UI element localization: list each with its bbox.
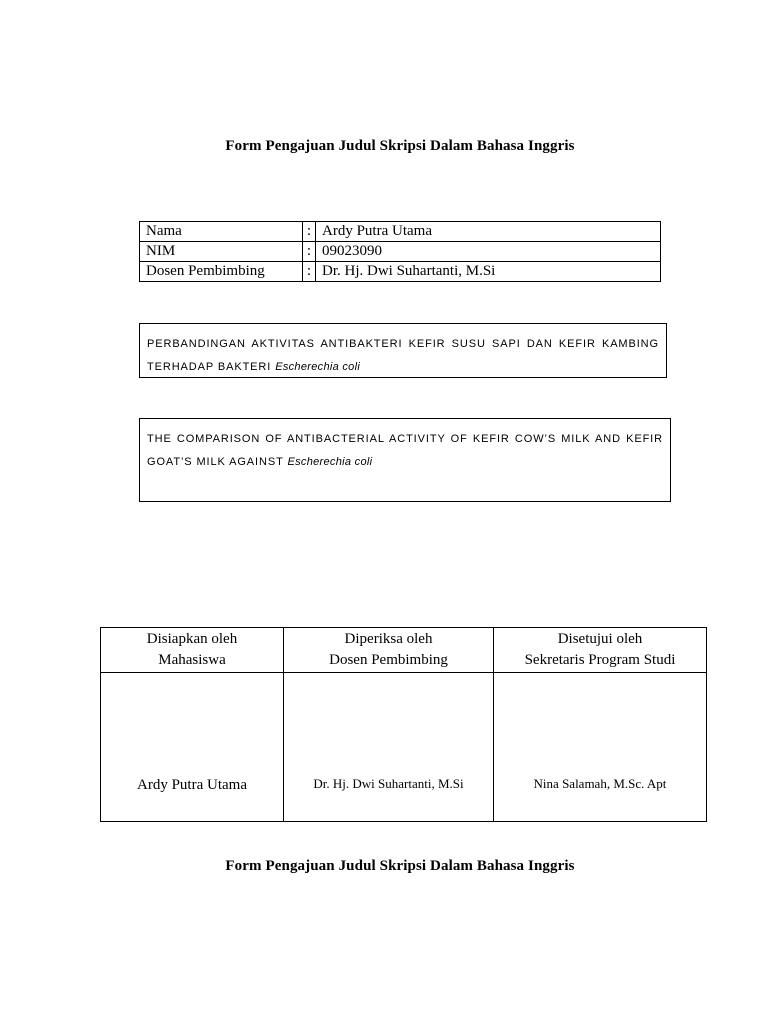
approved-by-label: Disetujui oleh <box>557 631 643 647</box>
prepared-by-header <box>101 628 284 673</box>
english-title-text: THE COMPARISON OF ANTIBACTERIAL ACTIVITY OF KEFIR COW’S MILK AND KEFIR GOAT’S MILK AGAINST <box>147 433 663 468</box>
name-label: Nama <box>140 222 303 242</box>
nim-value: 09023090 <box>316 242 661 262</box>
english-title-box <box>139 418 671 502</box>
advisor-signature-cell <box>284 673 494 822</box>
secretary-signature-name: Nina Salamah, M.Sc. Apt <box>533 776 667 791</box>
table-row <box>101 673 707 822</box>
indonesian-title-box <box>139 323 667 378</box>
footer-form-title: Form Pengajuan Judul Skripsi Dalam Bahasa Inggris <box>225 858 575 874</box>
english-title-species: Escherechia coli <box>287 456 373 468</box>
approved-by-role: Sekretaris Program Studi <box>524 652 676 668</box>
colon-separator: : <box>303 262 316 282</box>
student-identity-table <box>139 221 661 282</box>
student-signature-name: Ardy Putra Utama <box>137 777 247 793</box>
checked-by-label: Diperiksa oleh <box>344 631 433 647</box>
indonesian-title-species: Escherechia coli <box>275 361 361 373</box>
table-row <box>140 242 661 262</box>
name-value: Ardy Putra Utama <box>316 222 661 242</box>
advisor-label: Dosen Pembimbing <box>140 262 303 282</box>
prepared-by-label: Disiapkan oleh <box>146 631 238 647</box>
form-title: Form Pengajuan Judul Skripsi Dalam Bahasa Inggris <box>225 138 575 154</box>
checked-by-header <box>284 628 494 673</box>
approval-signature-table <box>100 627 707 822</box>
table-row <box>140 262 661 282</box>
table-row <box>101 628 707 673</box>
student-signature-cell <box>101 673 284 822</box>
indonesian-title-text: PERBANDINGAN AKTIVITAS ANTIBAKTERI KEFIR SUSU SAPI DAN KEFIR KAMBING TERHADAP BAKTERI <box>147 338 659 373</box>
advisor-signature-name: Dr. Hj. Dwi Suhartanti, M.Si <box>313 776 464 791</box>
approved-by-header <box>494 628 707 673</box>
colon-separator: : <box>303 222 316 242</box>
table-row <box>140 222 661 242</box>
advisor-value: Dr. Hj. Dwi Suhartanti, M.Si <box>316 262 661 282</box>
checked-by-role: Dosen Pembimbing <box>329 652 448 668</box>
colon-separator: : <box>303 242 316 262</box>
secretary-signature-cell <box>494 673 707 822</box>
nim-label: NIM <box>140 242 303 262</box>
prepared-by-role: Mahasiswa <box>158 652 226 668</box>
